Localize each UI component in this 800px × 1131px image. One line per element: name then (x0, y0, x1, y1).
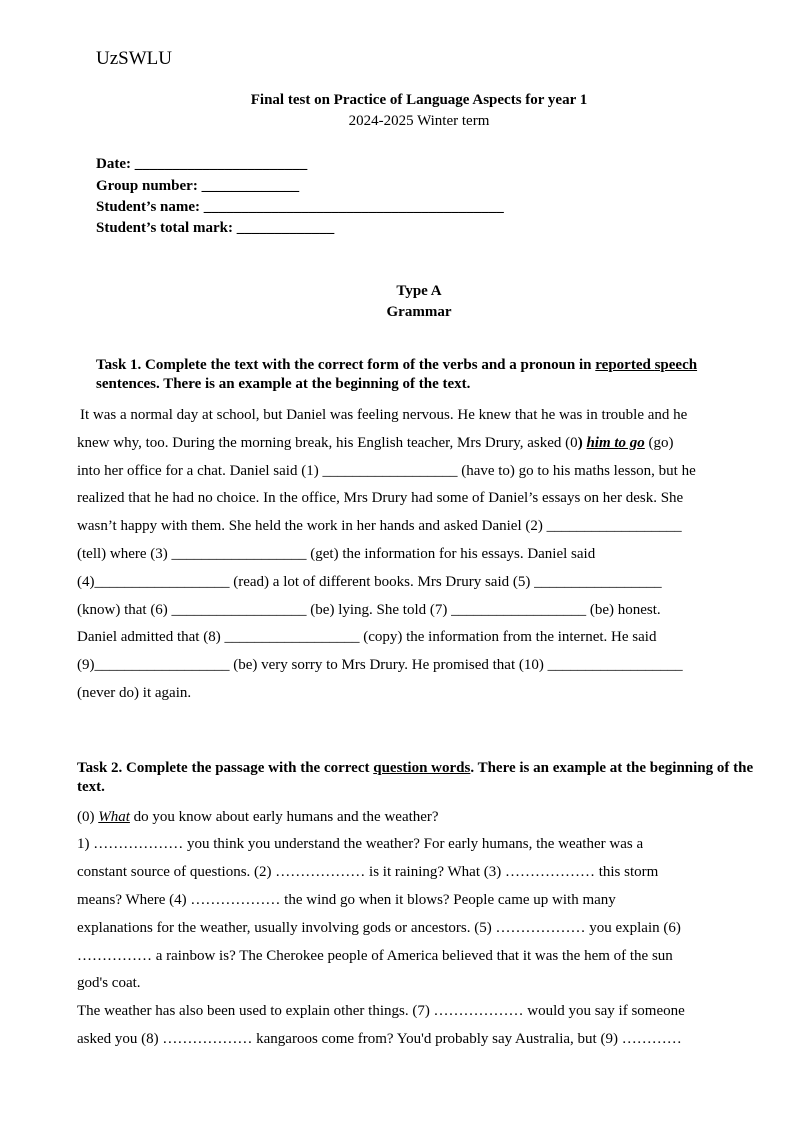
task1-line-0: It was a normal day at school, but Daniel was feeling nervous. He knew that he was in trouble and he (80, 407, 688, 423)
date-field[interactable]: Date: _______________________ (96, 156, 308, 172)
task2-line-4: explanations for the weather, usually involving gods or ancestors. (5) ……………… you explain (6) (77, 920, 681, 936)
task2-line-8: asked you (8) ……………… kangaroos come from? You'd probably say Australia, but (9) ………… (77, 1031, 682, 1047)
task2-line-2: constant source of questions. (2) ……………… is it raining? What (3) ……………… this storm (77, 864, 659, 880)
task1-line-8: Daniel admitted that (8) __________________ (copy) the information from the internet. He said (77, 629, 657, 645)
student-name-field[interactable]: Student’s name: ________________________________________ (96, 199, 504, 215)
task1-instructions: Task 1. Complete the text with the correct form of the verbs and a pronoun in reported speech sentences. There is an example at the beginning of the text. (96, 357, 698, 392)
task2-example-answer: What (98, 809, 130, 825)
section-type: Type A (396, 283, 442, 299)
task1-line-10: (never do) it again. (77, 685, 192, 701)
task2-example-line: (0) What do you know about early humans and the weather? (77, 809, 439, 825)
task2-line-5: …………… a rainbow is? The Cherokee people of America believed that it was the hem of the sun (77, 948, 673, 964)
task1-line-6: (4)__________________ (read) a lot of different books. Mrs Drury said (5) _________________ (77, 574, 662, 590)
task1-line-7: (know) that (6) __________________ (be) lying. She told (7) __________________ (be) honest. (77, 602, 661, 618)
task1-line-4: wasn’t happy with them. She held the work in her hands and asked Daniel (2) __________________ (77, 518, 682, 534)
task2-instructions: Task 2. Complete the passage with the correct question words. There is an example at the beginning of the text. (77, 760, 754, 795)
task1-line-2: into her office for a chat. Daniel said (1) __________________ (have to) go to his maths lesson, but he (77, 463, 696, 479)
organization-name: UzSWLU (96, 48, 172, 69)
group-number-field[interactable]: Group number: _____________ (96, 178, 300, 194)
task1-line-9: (9)__________________ (be) very sorry to Mrs Drury. He promised that (10) __________________ (77, 657, 683, 673)
task1-line-1: knew why, too. During the morning break, his English teacher, Mrs Drury, asked (0) him to go (go) (77, 435, 674, 451)
task1-line-3: realized that he had no choice. In the office, Mrs Drury had some of Daniel’s essays on her desk. She (77, 490, 684, 506)
task2-line-6: god's coat. (77, 975, 141, 991)
task1-example-answer: him to go (586, 435, 645, 451)
section-subject: Grammar (386, 304, 452, 320)
test-title: Final test on Practice of Language Aspects for year 1 (250, 92, 588, 108)
total-mark-field[interactable]: Student’s total mark: _____________ (96, 220, 335, 236)
test-term: 2024-2025 Winter term (348, 113, 490, 129)
task2-line-1: 1) ……………… you think you understand the weather? For early humans, the weather was a (77, 836, 644, 852)
task2-line-3: means? Where (4) ……………… the wind go when it blows? People came up with many (77, 892, 616, 908)
task2-line-7: The weather has also been used to explain other things. (7) ……………… would you say if someone (77, 1003, 685, 1019)
task1-line-5: (tell) where (3) __________________ (get) the information for his essays. Daniel said (77, 546, 596, 562)
